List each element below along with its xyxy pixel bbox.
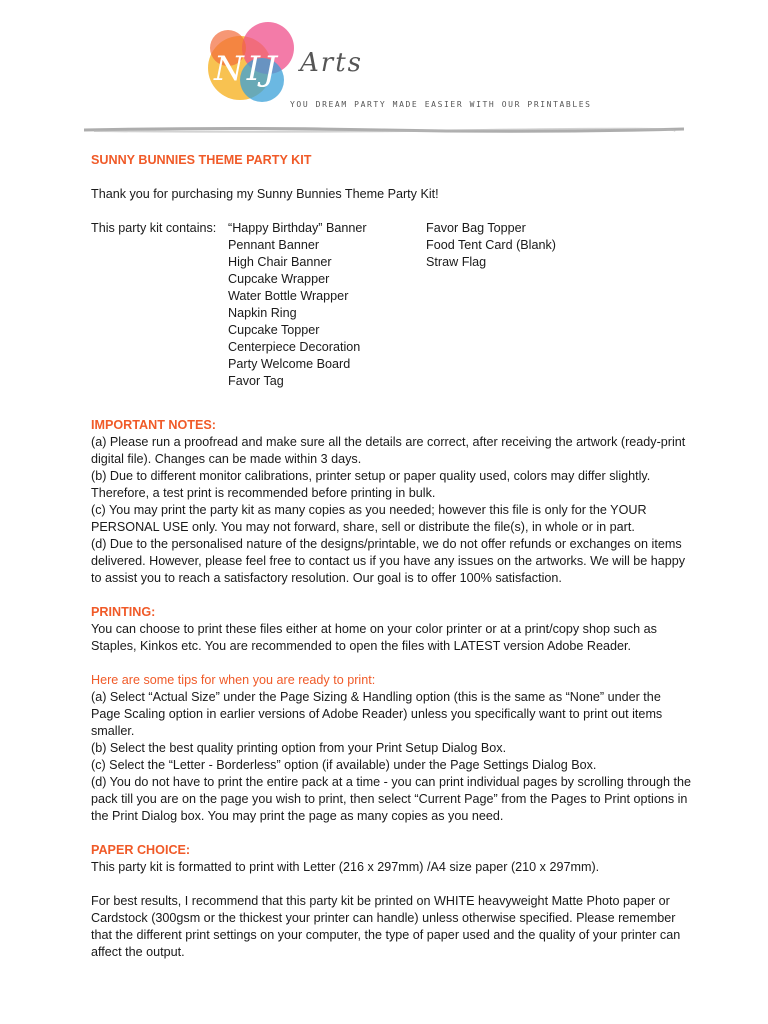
note-d: (d) Due to the personalised nature of the designs/printable, we do not offer refunds or exchanges on items delivered. However, please feel free to contact us if you have any issues on the artworks. We will be happy to assist you to reach a satisfactory resolution. Our goal is to offer 100% satisfaction.: [91, 537, 686, 585]
kit-item: Water Bottle Wrapper: [228, 289, 349, 303]
note-b: (b) Due to different monitor calibrations, printer setup or paper quality used, colors may differ slightly. Therefore, a test print is recommended before printing in bulk.: [91, 469, 651, 500]
document-body: [91, 152, 691, 961]
paper-best: For best results, I recommend that this party kit be printed on WHITE heavyweight Matte Photo paper or Cardstock (300gsm or the thickest your printer can handle) unless otherwise specified. Please remember that the different print settings on your computer, the type of paper used and the quality of your printer can affect the output.: [91, 894, 681, 959]
tips-heading: Here are some tips for when you are ready to print:: [91, 673, 376, 687]
brand-tagline: YOU DREAM PARTY MADE EASIER WITH OUR PRINTABLES: [290, 100, 592, 109]
printing-body: You can choose to print these files either at home on your color printer or at a print/copy shop such as Staples, Kinkos etc. You are recommended to open the files with LATEST version Adobe Reader.: [91, 622, 657, 653]
printing-heading: PRINTING:: [91, 605, 156, 619]
kit-item: Favor Tag: [228, 374, 284, 388]
kit-list-col2: [426, 220, 646, 390]
paper-heading: PAPER CHOICE:: [91, 843, 191, 857]
svg-text:NIJ: NIJ: [214, 49, 280, 89]
tip-b: (b) Select the best quality printing option from your Print Setup Dialog Box.: [91, 741, 507, 755]
kit-item: Pennant Banner: [228, 238, 320, 252]
kit-item: Cupcake Wrapper: [228, 272, 330, 286]
kit-item: “Happy Birthday” Banner: [228, 221, 367, 235]
tip-a: (a) Select “Actual Size” under the Page Sizing & Handling option (this is the same as “None” under the Page Scaling option in earlier versions of Adobe Reader) unless you specifically want to print out items smaller.: [91, 690, 663, 738]
tip-d: (d) You do not have to print the entire pack at a time - you can print individual pages by scrolling through the pack till you are on the page you wish to print, then select “Current Page” from the Pages to Print options in the Print Dialog box. You may print the page as many copies as you need.: [91, 775, 691, 823]
brand-logo-icon: [200, 18, 310, 110]
document-title: SUNNY BUNNIES THEME PARTY KIT: [91, 153, 312, 167]
kit-contents: [91, 220, 691, 390]
kit-item: High Chair Banner: [228, 255, 332, 269]
tip-c: (c) Select the “Letter - Borderless” option (if available) under the Page Settings Dialog Box.: [91, 758, 597, 772]
kit-item: Cupcake Topper: [228, 323, 320, 337]
kit-item: Napkin Ring: [228, 306, 297, 320]
thanks-text: Thank you for purchasing my Sunny Bunnies Theme Party Kit!: [91, 187, 439, 201]
kit-item: Straw Flag: [426, 255, 487, 269]
note-a: (a) Please run a proofread and make sure all the details are correct, after receiving the artwork (ready-print digital file). Changes can be made within 3 days.: [91, 435, 686, 466]
kit-list-col1: [228, 220, 426, 390]
kit-item: Favor Bag Topper: [426, 221, 526, 235]
divider-line: [84, 126, 684, 134]
notes-heading: IMPORTANT NOTES:: [91, 418, 216, 432]
kit-item: Centerpiece Decoration: [228, 340, 361, 354]
paper-format: This party kit is formatted to print with Letter (216 x 297mm) /A4 size paper (210 x 297mm).: [91, 860, 600, 874]
brand-script: Arts: [300, 48, 363, 78]
kit-label: This party kit contains:: [91, 221, 217, 235]
kit-item: Party Welcome Board: [228, 357, 351, 371]
note-c: (c) You may print the party kit as many copies as you needed; however this file is only for the YOUR PERSONAL USE only. You may not forward, share, sell or distribute the file(s), in whole or in part.: [91, 503, 647, 534]
kit-item: Food Tent Card (Blank): [426, 238, 556, 252]
